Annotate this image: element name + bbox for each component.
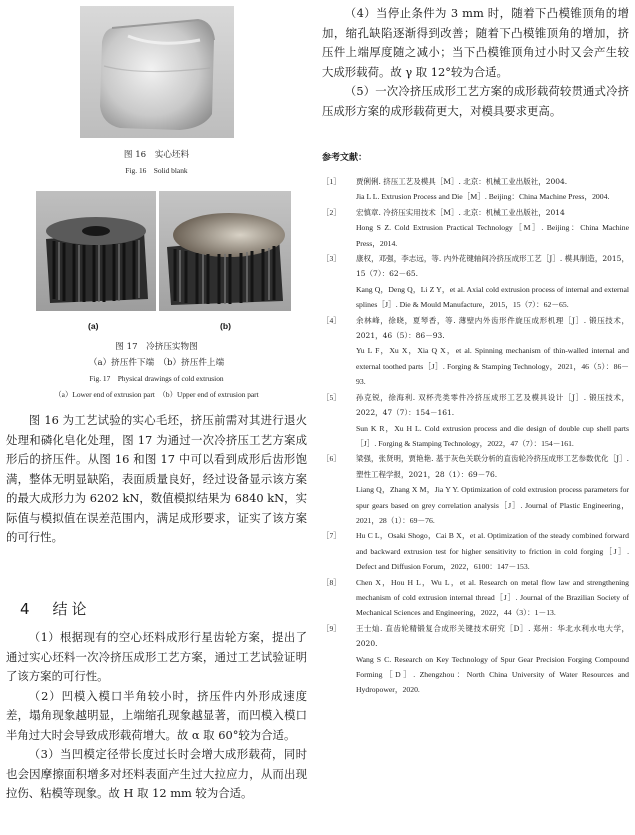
figure-discussion-paragraph: [6, 411, 307, 548]
reference-number: ［7］: [322, 531, 341, 541]
reference-body: [356, 621, 629, 698]
reference-item: [322, 390, 629, 452]
reference-text-en: Chen X，Hou H L，Wu L，et al. Research on metal flow law and strengthening mechanism of cold extrusion internal thread［J］. Journal of the Brazilian Society of Mechanical Sciences and Engineering，2022，44（3）：1－13.: [356, 577, 629, 618]
reference-text-zh: 宏慎章. 冷挤压实用技术［M］. 北京：机械工业出版社，2014: [356, 207, 565, 217]
reference-item: [322, 528, 629, 574]
reference-body: [356, 528, 629, 574]
reference-number: ［3］: [322, 254, 341, 264]
section-heading-conclusion: 4 结论: [20, 600, 91, 618]
reference-body: [356, 174, 629, 205]
conclusion-5: （5）一次冷挤压成形工艺方案的成形载荷较贯通式冷挤压成形方案的成形载荷更大，对模具要求更高。: [322, 84, 629, 118]
reference-body: [356, 205, 629, 251]
reference-text-en: Sun K R，Xu H L. Cold extrusion process and die design of double cup shell parts［J］. Forging & Stamping Technology，2022，47（7）：154－161.: [356, 423, 629, 448]
reference-item: [322, 174, 629, 205]
reference-item: [322, 451, 629, 528]
reference-text-zh: 王士灿. 直齿轮精锻复合成形关键技术研究［D］. 郑州：华北水利水电大学，2020.: [356, 623, 629, 649]
reference-body: [356, 313, 629, 390]
fig17-caption-zh: 图 17 冷挤压实物图: [115, 342, 198, 352]
reference-item: [322, 621, 629, 698]
reference-body: [356, 575, 629, 621]
reference-body: [356, 251, 629, 313]
conclusions-right: [322, 4, 629, 121]
extrusion-upper-end-photo: [159, 191, 291, 311]
reference-item: [322, 313, 629, 390]
figure-discussion-text: 图 16 为工艺试验的实心毛坯，挤压前需对其进行退火处理和磷化皂化处理，图 17 为通过一次冷挤压工艺方案成形后的挤压件。从图 16 和图 17 中可以看到成形后齿形饱满，整体无明显缺陷，表面质量良好，经过设备显示该方案的最大成形力为 6202 kN，数值模拟结果为 6840 kN，实际值与模拟值在误差范围内，满足成形要求，证实了该方案的可行性。: [6, 413, 307, 544]
reference-text-en: Jia L L. Extrusion Process and Die［M］. Beijing：China Machine Press，2004.: [356, 192, 610, 202]
reference-list: [322, 174, 629, 698]
reference-text-en: Yu L F，Xu X，Xia Q X，et al. Spinning mechanism of thin-walled internal and external toothed parts［J］. Forging & Stamping Technology，2021，46（5）：86－93.: [356, 346, 629, 387]
reference-number: ［8］: [322, 577, 341, 587]
reference-body: [356, 451, 629, 528]
reference-number: ［6］: [322, 454, 341, 464]
fig17-subcaption-en: （a）Lower end of extrusion part （b）Upper end of extrusion part: [54, 390, 259, 399]
reference-number: ［1］: [322, 177, 341, 186]
conclusions-left: [6, 628, 307, 804]
reference-text-en: Hu C L，Osaki Shogo，Cai B X，et al. Optimization of the steady combined forward and backward extrusion test for higher sensitivity to friction in cold forging［J］. Defect and Diffusion Forum，2022，6100：147－153.: [356, 531, 629, 572]
reference-number: ［5］: [322, 392, 341, 402]
conclusion-2: （2）凹模入模口半角较小时，挤压件内外形成速度差，塌角现象越明显，上端缩孔现象越显著，而凹模入模口半角过大时会导致成形载荷增大。故 α 取 60°较为合适。: [6, 688, 307, 742]
extrusion-lower-end-photo: [36, 191, 156, 311]
reference-text-zh: 孙克锐，徐海利. 双杯壳类零件冷挤压成形工艺及模具设计［J］. 锻压技术，2022，47（7）：154－161.: [356, 392, 629, 418]
reference-item: [322, 205, 629, 251]
reference-number: ［2］: [322, 207, 341, 217]
reference-text-en: Liang Q，Zhang X M，Jia Y Y. Optimization of cold extrusion process parameters for spur gears based on grey correlation analysis［J］. Journal of Plastic Engineering，2021，28（1）：69－76.: [356, 485, 629, 525]
fig17-label-a: (a): [88, 321, 99, 331]
conclusion-1: （1）根据现有的空心坯料成形行星齿轮方案，提出了通过实心坯料一次冷挤压成形工艺方案，通过工艺试验证明了该方案的可行性。: [6, 630, 307, 683]
reference-text-zh: 梁强，张贤明，贾艳艳. 基于灰色关联分析的直齿轮冷挤压成形工艺参数优化［J］. 塑性工程学报，2021，28（1）：69－76.: [356, 454, 629, 479]
reference-number: ［4］: [322, 315, 341, 325]
conclusion-3: （3）当凹模定径带长度过长时会增大成形载荷，同时也会因摩擦面积增多对坯料表面产生过大拉应力，从而出现拉伤、粘模等现象。故 H 取 12 mm 较为合适。: [6, 747, 307, 800]
fig16-caption-en: Fig. 16 Solid blank: [125, 166, 188, 175]
reference-text-en: Wang S C. Research on Key Technology of Spur Gear Precision Forging Compound Forming［D］. Zhengzhou：North China University of Water Resources and Hydropower，2020.: [356, 654, 629, 695]
reference-number: ［9］: [322, 623, 341, 633]
conclusion-4: （4）当停止条件为 3 mm 时，随着下凸模锥顶角的增加，缩孔缺陷逐渐得到改善；随着下凸模锥顶角的增加，挤压件上端厚度随之减小；当下凸模锥顶角过小时又会产生较大成形载荷。故 γ 取 12°较为合适。: [322, 6, 629, 79]
reference-text-en: Kang Q，Deng Q，Li Z Y，et al. Axial cold extrusion process of internal and external splines［J］. Die & Mould Manufacture，2015，15（7）：62－65.: [356, 284, 629, 310]
solid-blank-photo: [80, 6, 234, 138]
references-heading: 参考文献：: [322, 153, 368, 163]
reference-item: [322, 575, 629, 621]
reference-item: [322, 251, 629, 313]
reference-text-zh: 余林峰，徐晓，夏琴香，等. 薄壁内外齿形件旋压成形机理［J］. 锻压技术，2021，46（5）：86－93.: [356, 315, 629, 341]
fig17-caption-en: Fig. 17 Physical drawings of cold extrusion: [89, 374, 224, 383]
fig17-label-b: (b): [220, 321, 231, 331]
fig16-caption-zh: 图 16 实心坯料: [123, 150, 190, 160]
fig17-subcaption-zh: （a）挤压件下端 （b）挤压件上端: [88, 358, 225, 368]
reference-body: [356, 390, 629, 452]
reference-text-zh: 康权，邓强，李志远，等. 内外花键轴间冷挤压成形工艺［J］. 模具制造，2015，15（7）：62－65.: [356, 254, 629, 279]
reference-text-zh: 贾俐俐. 挤压工艺及模具［M］. 北京：机械工业出版社，2004.: [356, 177, 568, 186]
reference-text-en: Hong S Z. Cold Extrusion Practical Technology［M］. Beijing：China Machine Press，2014.: [356, 223, 629, 248]
